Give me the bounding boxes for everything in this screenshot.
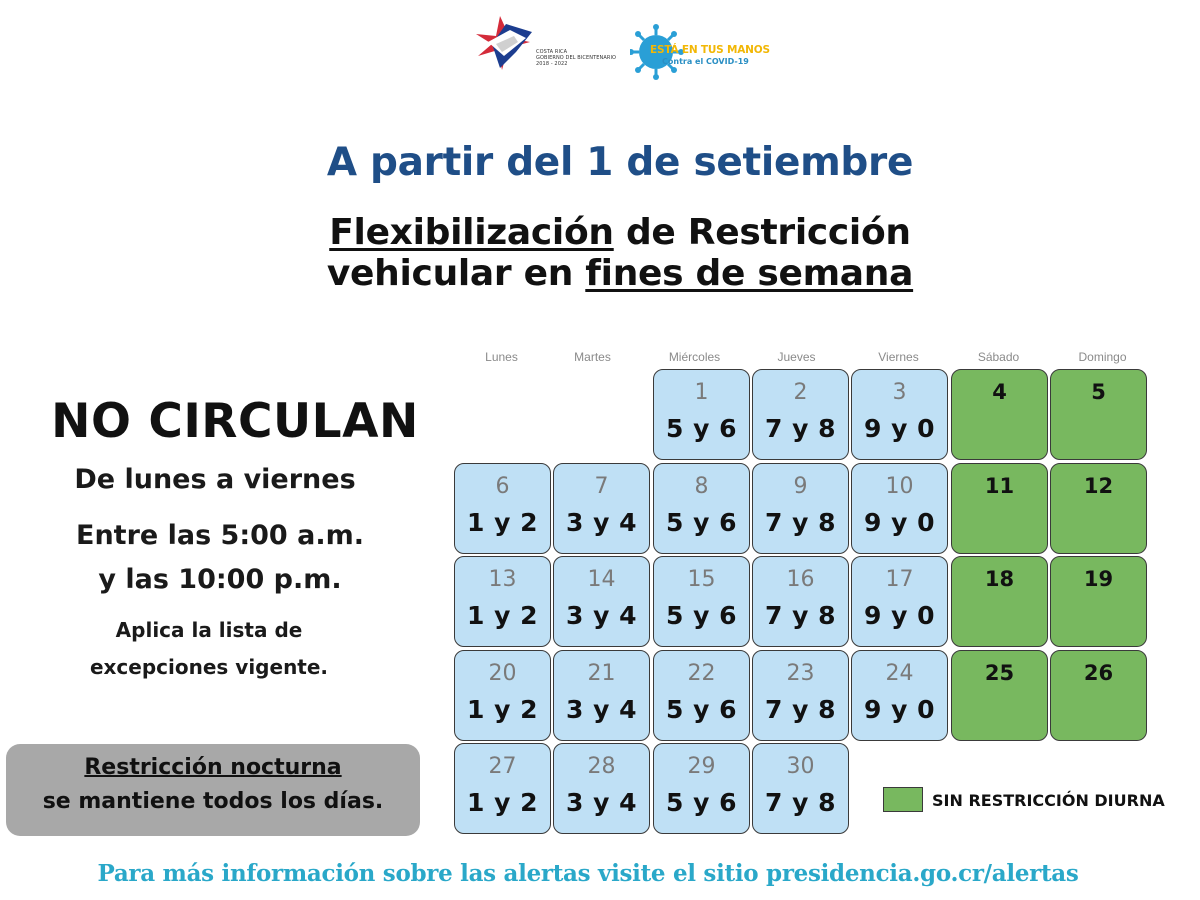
calendar-day-cell — [653, 650, 750, 741]
day-number: 8 — [694, 474, 709, 499]
calendar-day-cell — [951, 556, 1048, 647]
covid-campaign-logo — [630, 16, 770, 82]
day-number: 30 — [786, 754, 815, 779]
restricted-plates: 9 y 0 — [864, 695, 935, 724]
day-number: 9 — [793, 474, 808, 499]
day-number: 27 — [488, 754, 517, 779]
restricted-plates: 7 y 8 — [765, 695, 836, 724]
restriction-hours-end: y las 10:00 p.m. — [98, 564, 342, 595]
day-number: 23 — [786, 661, 815, 686]
restricted-plates: 1 y 2 — [467, 508, 538, 537]
calendar-day-cell — [1050, 369, 1147, 460]
day-header-1: Martes — [574, 350, 611, 364]
restricted-plates: 5 y 6 — [666, 601, 737, 630]
costa-rica-government-logo — [470, 8, 620, 80]
calendar-day-cell — [454, 743, 551, 834]
day-number: 25 — [984, 661, 1015, 685]
exceptions-note-line1: Aplica la lista de — [115, 618, 303, 642]
day-header-5: Sábado — [977, 350, 1020, 364]
calendar-day-cell — [851, 369, 948, 460]
day-header-3: Jueves — [777, 350, 816, 364]
star-logo-icon — [470, 12, 536, 74]
subtitle-emphasis-flexibilizacion: Flexibilización — [329, 212, 614, 253]
calendar-day-cell — [553, 743, 650, 834]
calendar-day-cell — [752, 650, 849, 741]
day-number: 20 — [488, 661, 517, 686]
day-header-0: Lunes — [485, 350, 518, 364]
legend-swatch — [883, 787, 923, 812]
restricted-plates: 9 y 0 — [864, 601, 935, 630]
night-restriction-title: Restricción nocturna — [84, 755, 342, 780]
restricted-plates: 5 y 6 — [666, 788, 737, 817]
day-header-4: Viernes — [878, 350, 919, 364]
calendar-day-cell — [752, 743, 849, 834]
restricted-plates: 5 y 6 — [666, 414, 737, 443]
day-number: 11 — [984, 474, 1015, 498]
day-number: 28 — [587, 754, 616, 779]
calendar-day-cell — [1050, 650, 1147, 741]
day-number: 10 — [885, 474, 914, 499]
restriction-hours-start: Entre las 5:00 a.m. — [76, 520, 364, 551]
restricted-plates: 1 y 2 — [467, 601, 538, 630]
calendar-day-cell — [454, 650, 551, 741]
day-number: 2 — [793, 380, 808, 405]
subtitle-emphasis-weekends: fines de semana — [585, 253, 914, 294]
day-number: 24 — [885, 661, 914, 686]
subtitle-text: de Restricción — [613, 212, 911, 253]
day-number: 17 — [885, 567, 914, 592]
day-number: 26 — [1083, 661, 1114, 685]
restricted-plates: 7 y 8 — [765, 414, 836, 443]
no-circulan-title: NO CIRCULAN — [51, 394, 419, 449]
logo-text-line: COSTA RICA — [536, 49, 568, 55]
day-number: 21 — [587, 661, 616, 686]
day-number: 4 — [992, 380, 1007, 404]
restricted-plates: 3 y 4 — [566, 788, 637, 817]
day-number: 22 — [687, 661, 716, 686]
day-number: 19 — [1083, 567, 1114, 591]
restricted-plates: 3 y 4 — [566, 601, 637, 630]
calendar-day-cell — [1050, 463, 1147, 554]
day-number: 13 — [488, 567, 517, 592]
day-number: 15 — [687, 567, 716, 592]
day-header-2: Miércoles — [668, 350, 721, 364]
calendar-day-cell — [553, 650, 650, 741]
restricted-plates: 5 y 6 — [666, 695, 737, 724]
calendar-day-cell — [951, 463, 1048, 554]
calendar-day-cell — [553, 556, 650, 647]
restricted-plates: 7 y 8 — [765, 601, 836, 630]
subtitle — [0, 212, 1200, 294]
calendar-day-cell — [653, 743, 750, 834]
subtitle-text: vehicular en — [326, 253, 586, 294]
calendar-day-cell — [1050, 556, 1147, 647]
restricted-plates: 7 y 8 — [765, 788, 836, 817]
day-number: 29 — [687, 754, 716, 779]
day-number: 12 — [1083, 474, 1114, 498]
restricted-plates: 5 y 6 — [666, 508, 737, 537]
logo-text-line: GOBIERNO DEL BICENTENARIO — [536, 55, 617, 61]
calendar-day-cell — [653, 369, 750, 460]
restriction-days: De lunes a viernes — [74, 464, 356, 495]
footer-info: Para más información sobre las alertas visite el sitio presidencia.go.cr/alertas — [97, 860, 1079, 887]
calendar-day-cell — [752, 463, 849, 554]
restricted-plates: 9 y 0 — [864, 414, 935, 443]
calendar-day-cell — [653, 556, 750, 647]
restricted-plates: 1 y 2 — [467, 695, 538, 724]
restricted-plates: 9 y 0 — [864, 508, 935, 537]
restricted-plates: 1 y 2 — [467, 788, 538, 817]
logo-text-line: 2018 - 2022 — [536, 61, 568, 67]
calendar-day-cell — [951, 369, 1048, 460]
covid-logo-line1: ESTÁ EN TUS MANOS — [650, 44, 770, 56]
calendar-day-cell — [951, 650, 1048, 741]
day-number: 7 — [594, 474, 609, 499]
calendar-day-cell — [454, 556, 551, 647]
subtitle-line-2 — [0, 253, 1200, 294]
day-number: 1 — [694, 380, 709, 405]
calendar-day-cell — [851, 650, 948, 741]
legend-label: SIN RESTRICCIÓN DIURNA — [932, 791, 1165, 810]
calendar-day-cell — [454, 463, 551, 554]
restricted-plates: 3 y 4 — [566, 695, 637, 724]
header-logos — [470, 8, 770, 80]
headline: A partir del 1 de setiembre — [326, 140, 914, 185]
covid-logo-line2: Contra el COVID-19 — [662, 57, 749, 66]
night-restriction-box — [6, 744, 420, 836]
day-number: 14 — [587, 567, 616, 592]
day-number: 6 — [495, 474, 510, 499]
calendar-day-cell — [752, 556, 849, 647]
restricted-plates: 3 y 4 — [566, 508, 637, 537]
day-number: 18 — [984, 567, 1015, 591]
restricted-plates: 7 y 8 — [765, 508, 836, 537]
day-header-6: Domingo — [1078, 350, 1127, 364]
calendar-day-cell — [851, 556, 948, 647]
calendar-day-cell — [653, 463, 750, 554]
subtitle-line-1 — [0, 212, 1200, 253]
calendar-day-cell — [851, 463, 948, 554]
exceptions-note-line2: excepciones vigente. — [89, 655, 329, 679]
day-number: 3 — [892, 380, 907, 405]
day-number: 5 — [1091, 380, 1106, 404]
night-restriction-text: se mantiene todos los días. — [42, 789, 384, 814]
day-number: 16 — [786, 567, 815, 592]
calendar-day-cell — [752, 369, 849, 460]
calendar-day-cell — [553, 463, 650, 554]
